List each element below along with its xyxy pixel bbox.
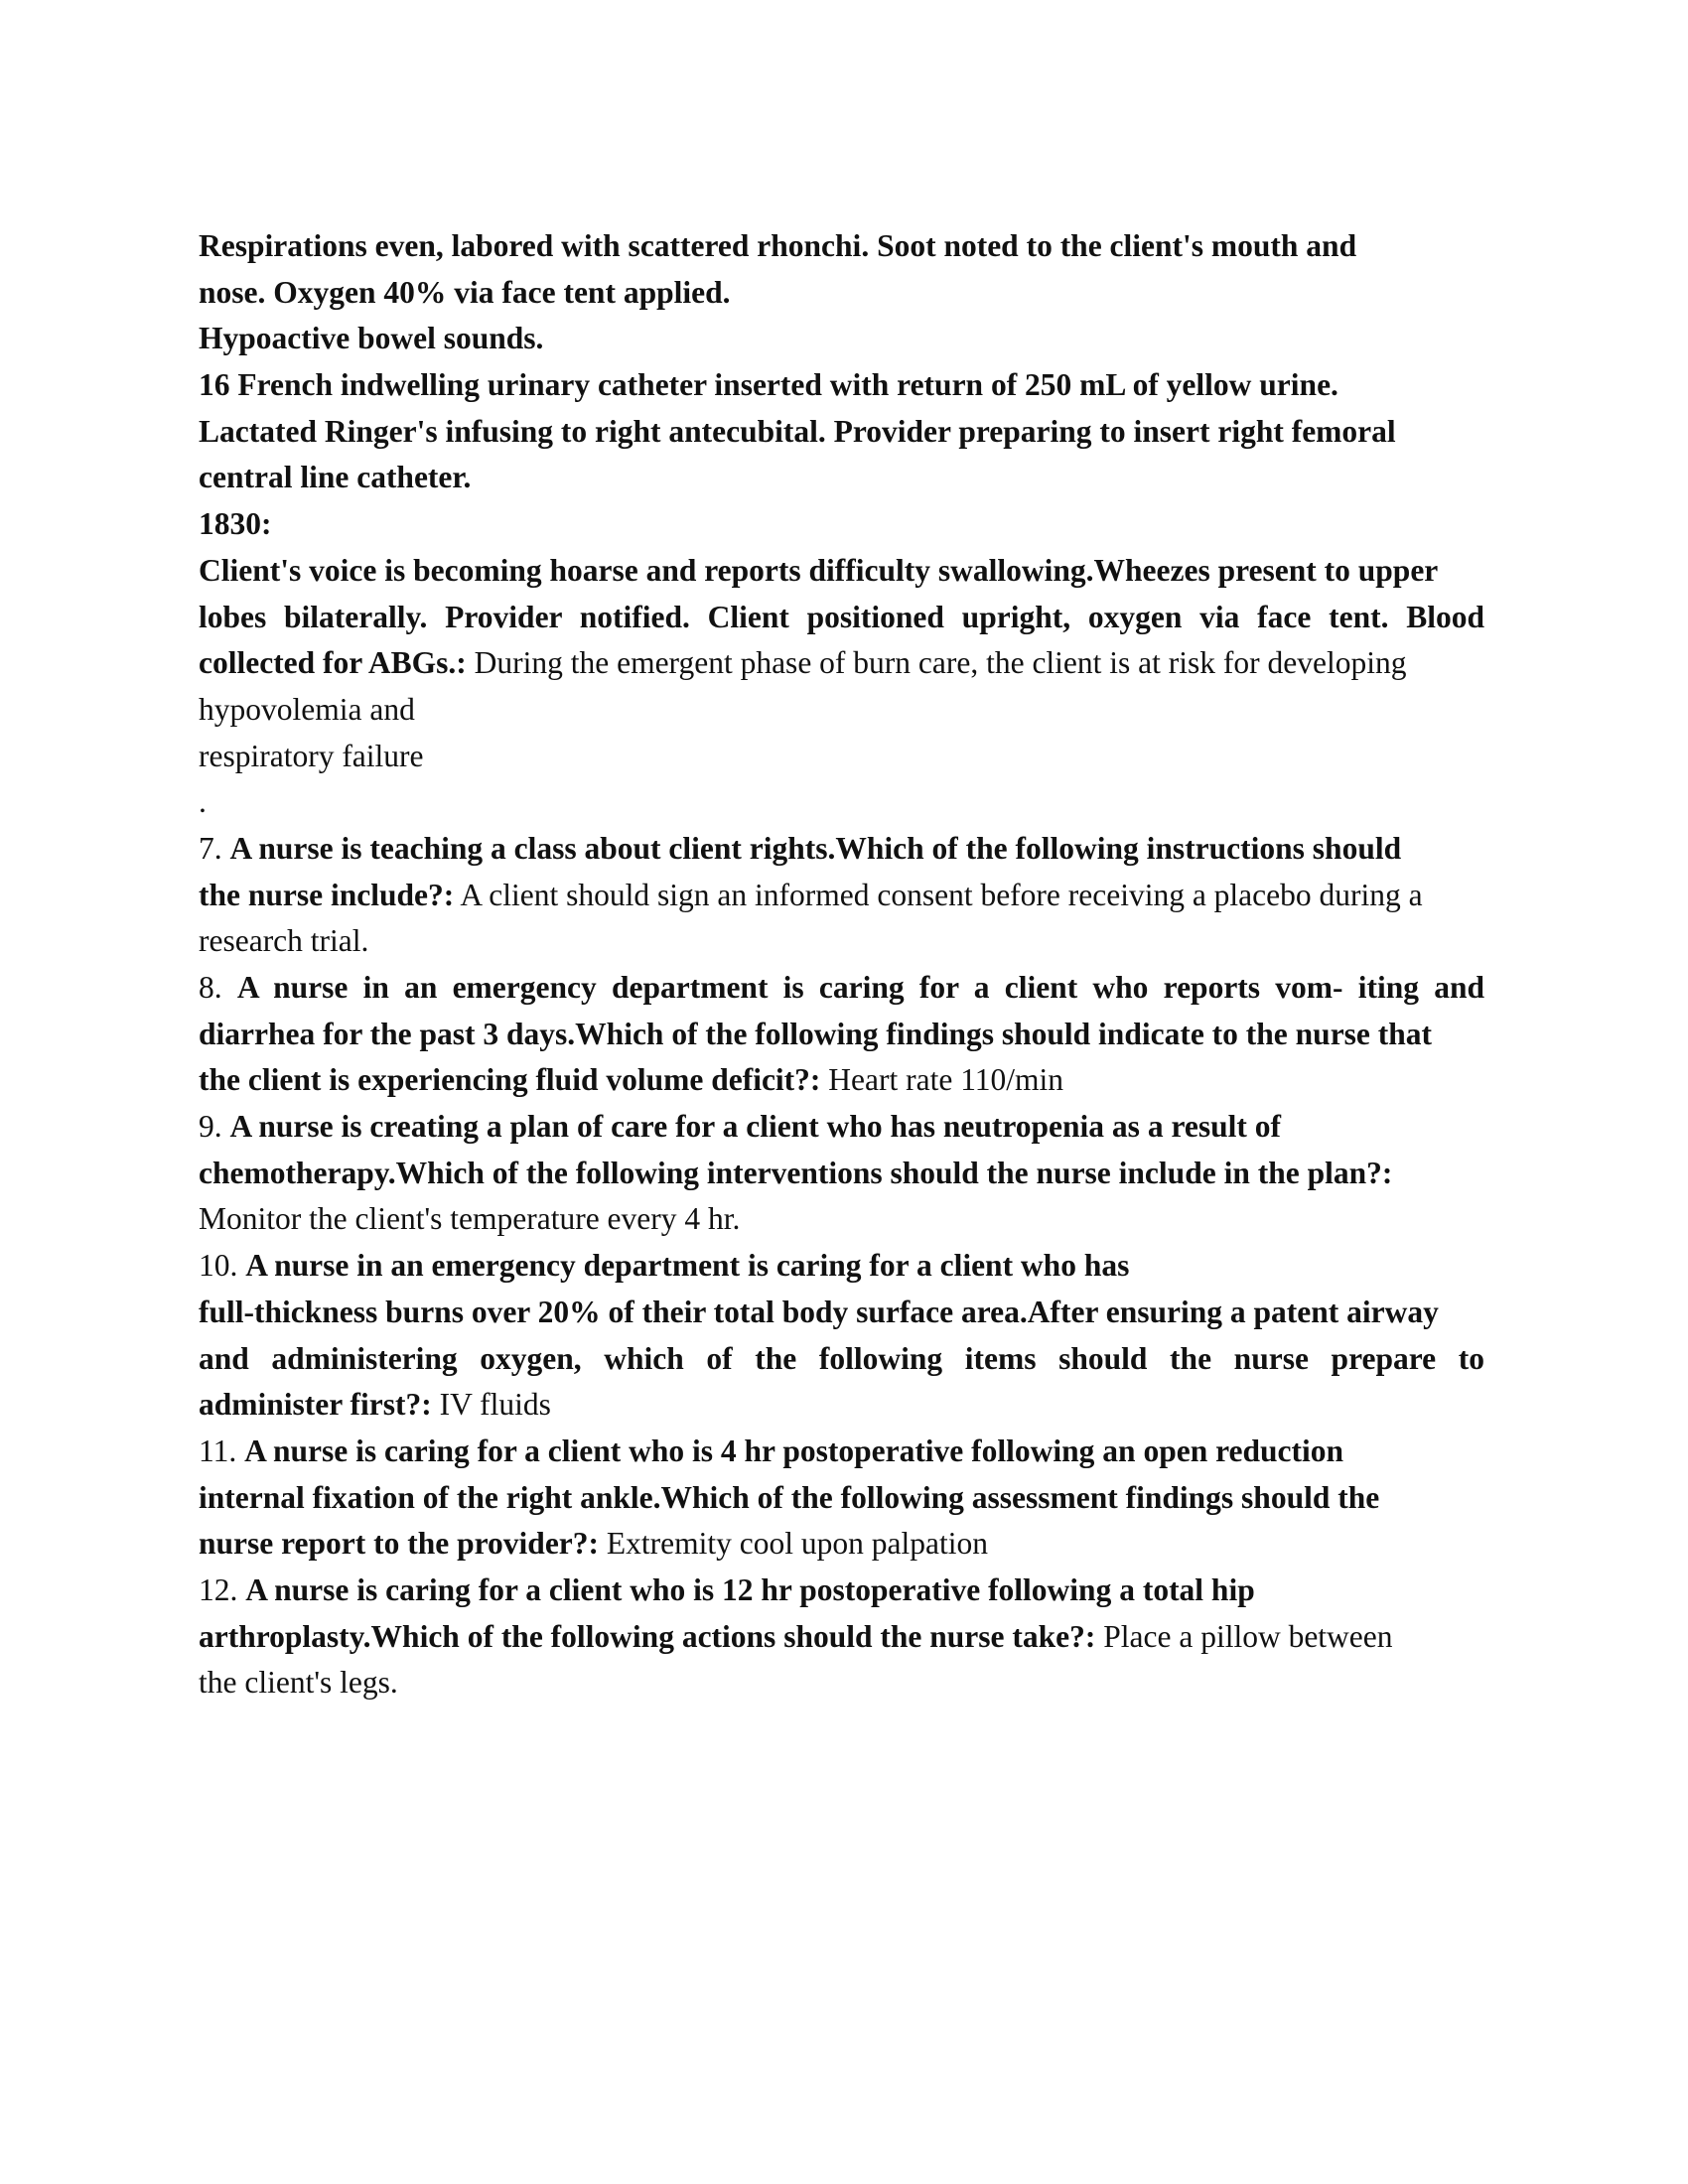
- question-text: A nurse is creating a plan of care for a client who has neutropenia as a result of: [229, 1109, 1281, 1145]
- question-line: [199, 1521, 1484, 1568]
- line-bold: central line catheter.: [199, 460, 472, 495]
- answer-text: research trial.: [199, 923, 369, 959]
- answer-text: hypovolemia and: [199, 691, 415, 727]
- question-line: [199, 873, 1484, 919]
- line-bold: nose. Oxygen 40% via face tent applied.: [199, 274, 731, 310]
- text-line: [199, 548, 1484, 595]
- question-line: [199, 1614, 1484, 1661]
- question-text: diarrhea for the past 3 days.Which of the following findings should indicate to the nurse that: [199, 1016, 1433, 1051]
- question-line: [199, 1568, 1484, 1614]
- question-line: [199, 1336, 1484, 1383]
- text-line: [199, 409, 1484, 456]
- line-bold: Client's voice is becoming hoarse and reports difficulty swallowing.Wheezes present to upper: [199, 552, 1439, 588]
- document-page: [199, 223, 1484, 1706]
- question-line: [199, 1243, 1484, 1290]
- question-text: chemotherapy.Which of the following interventions should the nurse include in the plan?:: [199, 1155, 1393, 1190]
- line-bold: Lactated Ringer's infusing to right antecubital. Provider preparing to insert right femoral: [199, 413, 1396, 449]
- question-number: 11.: [199, 1433, 245, 1468]
- question-text: the client is experiencing fluid volume deficit?:: [199, 1062, 821, 1098]
- text-line: [199, 640, 1484, 687]
- answer-text: the client's legs.: [199, 1665, 398, 1701]
- question-line: [199, 826, 1484, 873]
- question-text: internal fixation of the right ankle.Which of the following assessment findings should the: [199, 1479, 1380, 1515]
- question-text: collected for ABGs.:: [199, 645, 467, 681]
- answer-text: A client should sign an informed consent before receiving a placebo during a: [454, 877, 1423, 912]
- question-line: [199, 1660, 1484, 1706]
- answer-text: During the emergent phase of burn care, the client is at risk for developing: [466, 645, 1407, 681]
- text-line: [199, 270, 1484, 317]
- question-line: [199, 1475, 1484, 1522]
- question-text: A nurse is caring for a client who is 4 hr postoperative following an open reduction: [244, 1433, 1344, 1468]
- answer-text: Place a pillow between: [1095, 1618, 1393, 1654]
- text-line: [199, 316, 1484, 362]
- text-line: [199, 595, 1484, 641]
- question-line: [199, 965, 1484, 1012]
- line-bold: 16 French indwelling urinary catheter inserted with return of 250 mL of yellow urine.: [199, 367, 1338, 403]
- answer-text: Heart rate 110/min: [820, 1062, 1064, 1098]
- question-text: administer first?:: [199, 1387, 432, 1423]
- question-text: full-thickness burns over 20% of their total body surface area.After ensuring a patent airway: [199, 1294, 1439, 1329]
- line-bold: Respirations even, labored with scattered rhonchi. Soot noted to the client's mouth and: [199, 228, 1357, 263]
- text-line: [199, 779, 1484, 826]
- question-text: nurse report to the provider?:: [199, 1526, 600, 1562]
- text-line: [199, 501, 1484, 548]
- question-line: [199, 1429, 1484, 1475]
- answer-text: Monitor the client's temperature every 4 hr.: [199, 1201, 741, 1237]
- question-number: 10.: [199, 1248, 246, 1284]
- question-line: [199, 1290, 1484, 1336]
- question-line: [199, 1382, 1484, 1429]
- answer-text: Extremity cool upon palpation: [599, 1526, 988, 1562]
- question-text: and administering oxygen, which of the following items should the nurse prepare to: [199, 1340, 1484, 1376]
- question-text: A nurse is teaching a class about client rights.Which of the following instructions should: [229, 830, 1402, 866]
- text-line: [199, 687, 1484, 734]
- text-line: [199, 455, 1484, 501]
- question-text: A nurse in an emergency department is caring for a client who has: [245, 1248, 1130, 1284]
- text-line: [199, 223, 1484, 270]
- answer-text: IV fluids: [431, 1387, 551, 1423]
- question-number: 8.: [199, 970, 237, 1005]
- line-bold: lobes bilaterally. Provider notified. Client positioned upright, oxygen via face tent. Blood: [199, 599, 1484, 634]
- answer-text: .: [199, 784, 207, 820]
- question-number: 9.: [199, 1109, 230, 1145]
- question-text: A nurse is caring for a client who is 12 hr postoperative following a total hip: [245, 1571, 1255, 1607]
- question-number: 12.: [199, 1571, 246, 1607]
- line-bold: Hypoactive bowel sounds.: [199, 321, 544, 356]
- question-text: arthroplasty.Which of the following actions should the nurse take?:: [199, 1618, 1096, 1654]
- question-text: A nurse in an emergency department is caring for a client who reports vom- iting and: [236, 970, 1485, 1005]
- question-text: the nurse include?:: [199, 877, 455, 912]
- question-number: 7.: [199, 830, 230, 866]
- question-line: [199, 1104, 1484, 1151]
- question-line: [199, 918, 1484, 965]
- question-line: [199, 1196, 1484, 1243]
- question-line: [199, 1057, 1484, 1104]
- timestamp: 1830:: [199, 506, 272, 542]
- question-line: [199, 1151, 1484, 1197]
- question-line: [199, 1012, 1484, 1058]
- text-line: [199, 734, 1484, 780]
- answer-text: respiratory failure: [199, 738, 424, 773]
- text-line: [199, 362, 1484, 409]
